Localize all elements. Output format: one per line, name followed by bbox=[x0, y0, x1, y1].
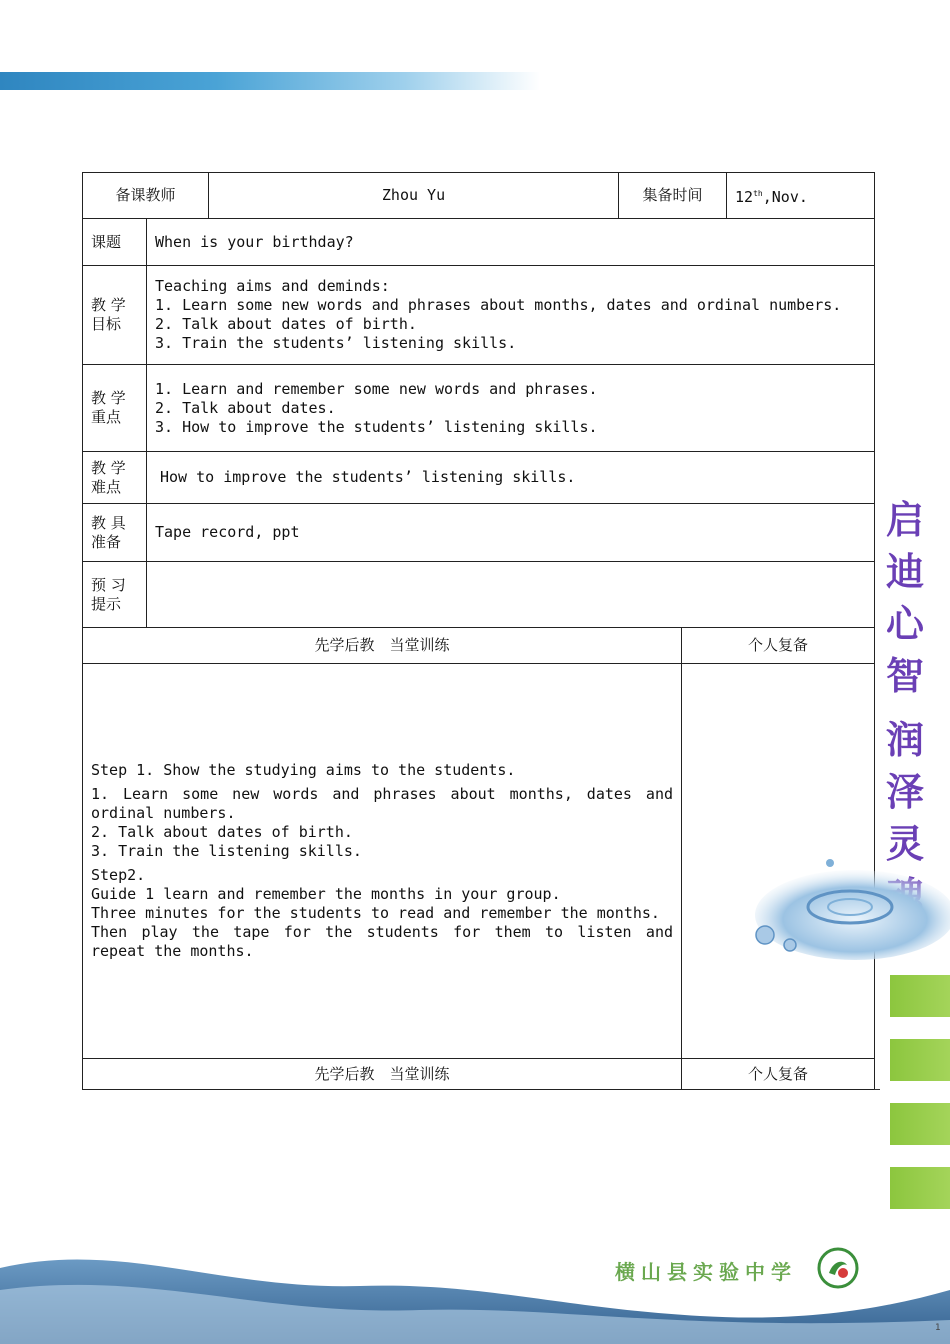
aim-item: 3. Train the students’ listening skills. bbox=[155, 334, 517, 352]
motto-char: 灵 bbox=[885, 821, 924, 866]
procedure-content bbox=[83, 664, 682, 1059]
time-label: 集备时间 bbox=[619, 173, 727, 219]
aims-content bbox=[147, 266, 875, 365]
difficulties-label: 教 学难点 bbox=[83, 452, 147, 504]
motto-char: 心 bbox=[885, 601, 924, 646]
section-header-left: 先学后教 当堂训练 bbox=[83, 628, 682, 664]
motto-char: 迪 bbox=[885, 549, 924, 594]
tools-row bbox=[83, 504, 875, 562]
procedure-paragraph: Then play the tape for the students for them to listen and repeat the months. bbox=[91, 923, 674, 960]
header-row bbox=[83, 173, 875, 219]
motto-char: 智 bbox=[885, 653, 924, 698]
aims-label: 教 学目标 bbox=[83, 266, 147, 365]
preview-label: 预 习提示 bbox=[83, 562, 147, 628]
section-footer-row bbox=[83, 1059, 875, 1090]
topic-row bbox=[83, 219, 875, 266]
page-number: 1 bbox=[935, 1323, 941, 1333]
green-block bbox=[890, 1167, 950, 1209]
section-header-row bbox=[83, 628, 875, 664]
section-footer-right: 个人复备 bbox=[682, 1059, 875, 1090]
date-day: 12 bbox=[735, 188, 754, 206]
tools-value: Tape record, ppt bbox=[147, 504, 875, 562]
key-points-content bbox=[147, 365, 875, 452]
tools-label: 教 具准备 bbox=[83, 504, 147, 562]
key-point-item: 3. How to improve the students’ listening skills. bbox=[155, 417, 598, 436]
difficulties-row bbox=[83, 452, 875, 504]
teacher-label: 备课教师 bbox=[83, 173, 209, 219]
school-name: 横山县实验中学 bbox=[615, 1260, 797, 1284]
date-suffix: th bbox=[753, 189, 763, 198]
key-points-row bbox=[83, 365, 875, 452]
key-points-label: 教 学重点 bbox=[83, 365, 147, 452]
guide-text: Guide 1 learn and remember the months in your group. bbox=[91, 885, 561, 903]
section-header-right: 个人复备 bbox=[682, 628, 875, 664]
school-logo-icon bbox=[817, 1247, 859, 1289]
step1-text: Step 1. Show the studying aims to the students. bbox=[91, 761, 516, 779]
aim-item: 1. Learn some new words and phrases about months, dates and ordinal numbers. bbox=[155, 296, 842, 314]
motto-char: 润 bbox=[885, 717, 924, 762]
preview-row bbox=[83, 562, 875, 628]
motto-char: 泽 bbox=[885, 769, 924, 814]
topic-label: 课题 bbox=[83, 219, 147, 266]
motto-char: 启 bbox=[885, 497, 924, 542]
section-footer-left: 先学后教 当堂训练 bbox=[83, 1059, 682, 1090]
preview-value bbox=[147, 562, 875, 628]
green-side-blocks bbox=[890, 975, 950, 1231]
aims-heading: Teaching aims and deminds: bbox=[155, 277, 390, 295]
green-block bbox=[890, 1039, 950, 1081]
key-point-item: 1. Learn and remember some new words and phrases. bbox=[155, 379, 598, 398]
difficulties-value: How to improve the students’ listening skills. bbox=[147, 452, 875, 504]
topic-value: When is your birthday? bbox=[147, 219, 875, 266]
date-month: ,Nov. bbox=[762, 188, 808, 206]
green-block bbox=[890, 975, 950, 1017]
step2-text: Step2. bbox=[91, 866, 146, 884]
teacher-name: Zhou Yu bbox=[209, 173, 619, 219]
aims-row bbox=[83, 266, 875, 365]
aim-item: 2. Talk about dates of birth. bbox=[155, 315, 417, 333]
header-stripe bbox=[0, 72, 540, 90]
green-block bbox=[890, 1103, 950, 1145]
step1-aim: 3. Train the listening skills. bbox=[91, 842, 362, 860]
water-splash-image bbox=[735, 835, 950, 970]
step1-aim: 1. Learn some new words and phrases about months, dates and ordinal numbers. bbox=[91, 785, 674, 822]
procedure-paragraph: Three minutes for the students to read and remember the months. bbox=[91, 904, 660, 922]
key-point-item: 2. Talk about dates. bbox=[155, 398, 336, 417]
table-tick bbox=[874, 1089, 880, 1090]
prep-date bbox=[727, 173, 875, 219]
water-wave-image bbox=[0, 1220, 950, 1344]
step1-aim: 2. Talk about dates of birth. bbox=[91, 823, 353, 841]
